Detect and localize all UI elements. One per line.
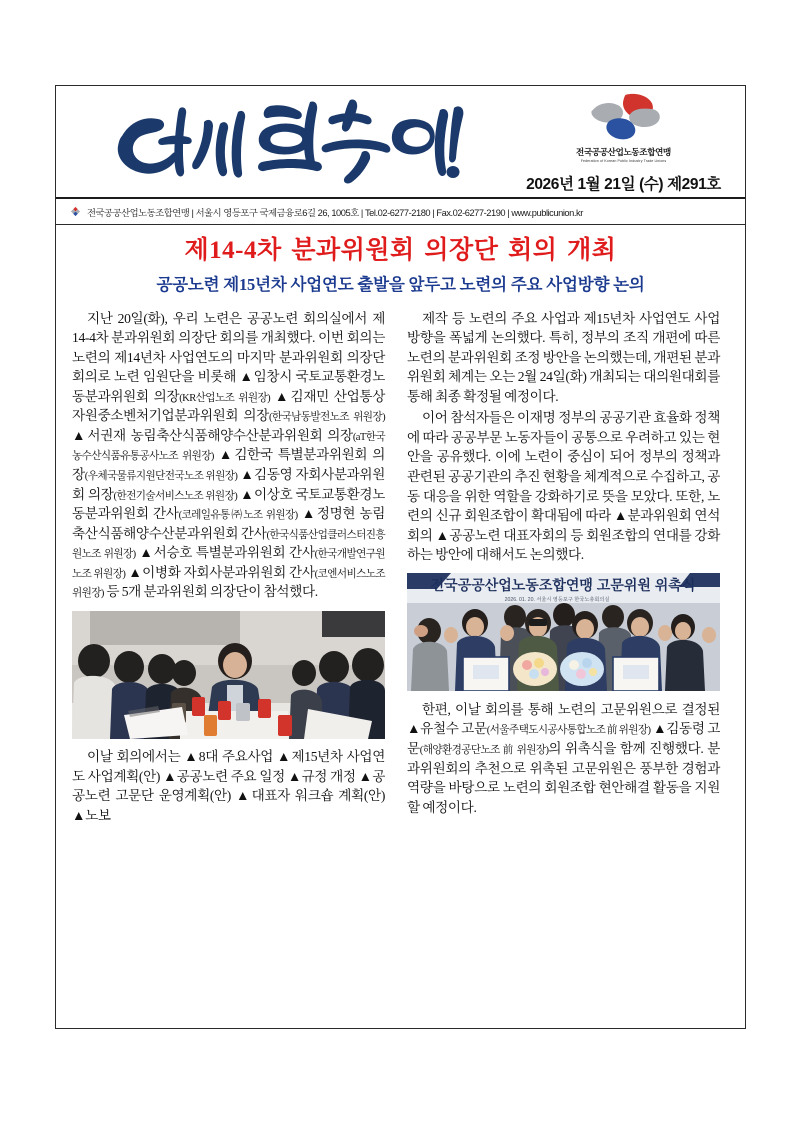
- seg-8: ▲서승호 특별분과위원회 간사: [135, 545, 315, 561]
- aff-3: (aT한국농수산식품유통공사노조 위원장): [72, 431, 385, 463]
- aff-2: (해양환경공단노조 前 위원장): [419, 744, 549, 756]
- seg-2: ▲김재민 산업통상자원중소벤처기업분과위원회 의장: [72, 388, 385, 424]
- aff-1: (KR산업노조 위원장): [179, 392, 271, 404]
- meeting-photo: [72, 611, 385, 739]
- seg-4: ▲김한국 특별분과위원회 의장: [72, 447, 385, 483]
- federation-name-english: Federation of Korean Public Industry Trade Unions: [580, 158, 667, 164]
- seg-5: ▲김동영 자회사분과위원회 의장: [72, 467, 385, 502]
- seg-9: ▲이병화 자회사분과위원회 간사: [125, 564, 315, 580]
- ceremony-banner-text: 전국공공산업노동조합연맹 고문위원 위촉식: [430, 576, 696, 593]
- left-column: [72, 309, 385, 1043]
- seg-b: ▲김동령 고문: [407, 721, 721, 756]
- masthead: [56, 86, 745, 199]
- seg-main: 지난 20일(화), 우리 노련은 공공노련 회의실에서 제14-4차 분과위원회 의장단 회의를 개최했다. 이번 회의는 노련의 제14년차 사업연도의 마지막 분과위원회 의장단 회의로 노련 임원단을 비롯해 ▲임창시 국토교통환경노동분과위원회 의장: [72, 310, 385, 404]
- federation-name-korean: 전국공공산업노동조합연맹: [576, 147, 671, 157]
- right-column: [407, 309, 720, 1043]
- federation-logo-block: [516, 90, 731, 194]
- contact-address-text: 전국공공산업노동조합연맹 | 서울시 영등포구 국제금융로6길 26, 1005호 | Tel.02-6277-2180 | Fax.02-6277-2190 | www.publicunion.kr: [87, 207, 583, 218]
- federation-logo-icon: [582, 90, 666, 144]
- aff-6: (코레일유통㈜노조 위원장): [178, 510, 298, 522]
- article-body-columns: [56, 301, 745, 1043]
- seg-6: ▲이상호 국토교통환경노동분과위원회 간사: [72, 486, 385, 522]
- aff-8: (한국개발연구원노조 위원장): [72, 549, 385, 580]
- aff-4: (우체국물류지원단전국노조 위원장): [84, 471, 238, 483]
- contact-address-bar: [56, 199, 745, 225]
- headline-zone: [56, 225, 745, 301]
- article-subheadline: 공공노련 제15년차 사업연도 출발을 앞두고 노련의 주요 사업방향 논의: [156, 274, 645, 294]
- left-paragraph-2: 이날 회의에서는 ▲8대 주요사업 ▲제15년차 사업연도 사업계획(안) ▲공공노련 주요 일정 ▲규정 개정 ▲공공노련 고문단 운영계획(안) ▲대표자 워크숍 계획(안) ▲노보: [72, 748, 385, 823]
- aff-2: (한국남동발전노조 위원장): [268, 412, 385, 424]
- seg-7: ▲정명현 농림축산식품해양수산분과위원회 간사: [72, 506, 386, 541]
- seg-a: 한편, 이날 회의를 통해 노련의 고문위원으로 결정된 ▲유철수 고문: [407, 701, 720, 737]
- seg-3: ▲서권재 농림축산식품해양수산분과위원회 의장: [72, 427, 353, 443]
- article-headline: 제14-4차 분과위원회 의장단 회의 개최: [184, 237, 617, 264]
- aff-9: (코엔서비스노조 위원장): [72, 568, 385, 600]
- seg-10: 등 5개 분과위원회 의장단이 참석했다.: [103, 584, 318, 600]
- newsletter-page: [55, 85, 746, 1029]
- right-paragraph-1: 제작 등 노련의 주요 사업과 제15년차 사업연도 사업방향을 폭넓게 논의했다. 특히, 정부의 조직 개편에 따른 노련의 분과위원회 조정 방안을 논의했는데, 개편된 분과위원회 체계는 오는 2월 24일(화) 개최되는 대의원대회를 통해 최종 확정될 예정이다.: [407, 310, 720, 404]
- left-paragraph-1: [72, 309, 385, 602]
- issue-date-number: 2026년 1월 21일 (수) 제291호: [526, 176, 721, 193]
- aff-1: (서울주택도시공사통합노조 前 위원장): [486, 725, 651, 737]
- aff-5: (한전기술서비스노조 위원장): [113, 490, 238, 502]
- right-paragraph-2: 이어 참석자들은 이재명 정부의 공공기관 효율화 정책에 따라 공공부문 노동자들이 공통으로 우려하고 있는 현안을 공유했다. 이에 노련이 중심이 되어 정부의 정책과 관련된 공공기관의 추진 현황을 체계적으로 수집하고, 공동 대응을 위한 역할을 강화하기로 뜻을 모았다. 또한, 노련의 신규 회원조합이 확대됨에 따라 ▲분과위원회 연석회의 ▲공공노련 대표자회의 등 회원조합의 연대를 강화하는 방안에 대해서도 논의했다.: [407, 410, 720, 563]
- masthead-calligraphy-title: [104, 92, 464, 192]
- right-paragraph-3: [407, 700, 720, 817]
- seg-c: 의 위촉식을 함께 진행했다. 분과위원회의 추천으로 위촉된 고문위원은 풍부한 경험과 역량을 바탕으로 노련의 회원조합 현안해결 활동을 지원할 예정이다.: [407, 740, 720, 815]
- ceremony-photo: [407, 573, 720, 691]
- federation-mark-icon: [70, 206, 81, 217]
- ceremony-banner-subtext: 2026. 01. 20. 서울시 영등포구 한국노총회의실: [504, 596, 610, 603]
- aff-7: (한국식품산업클러스터진흥원노조 위원장): [72, 529, 385, 561]
